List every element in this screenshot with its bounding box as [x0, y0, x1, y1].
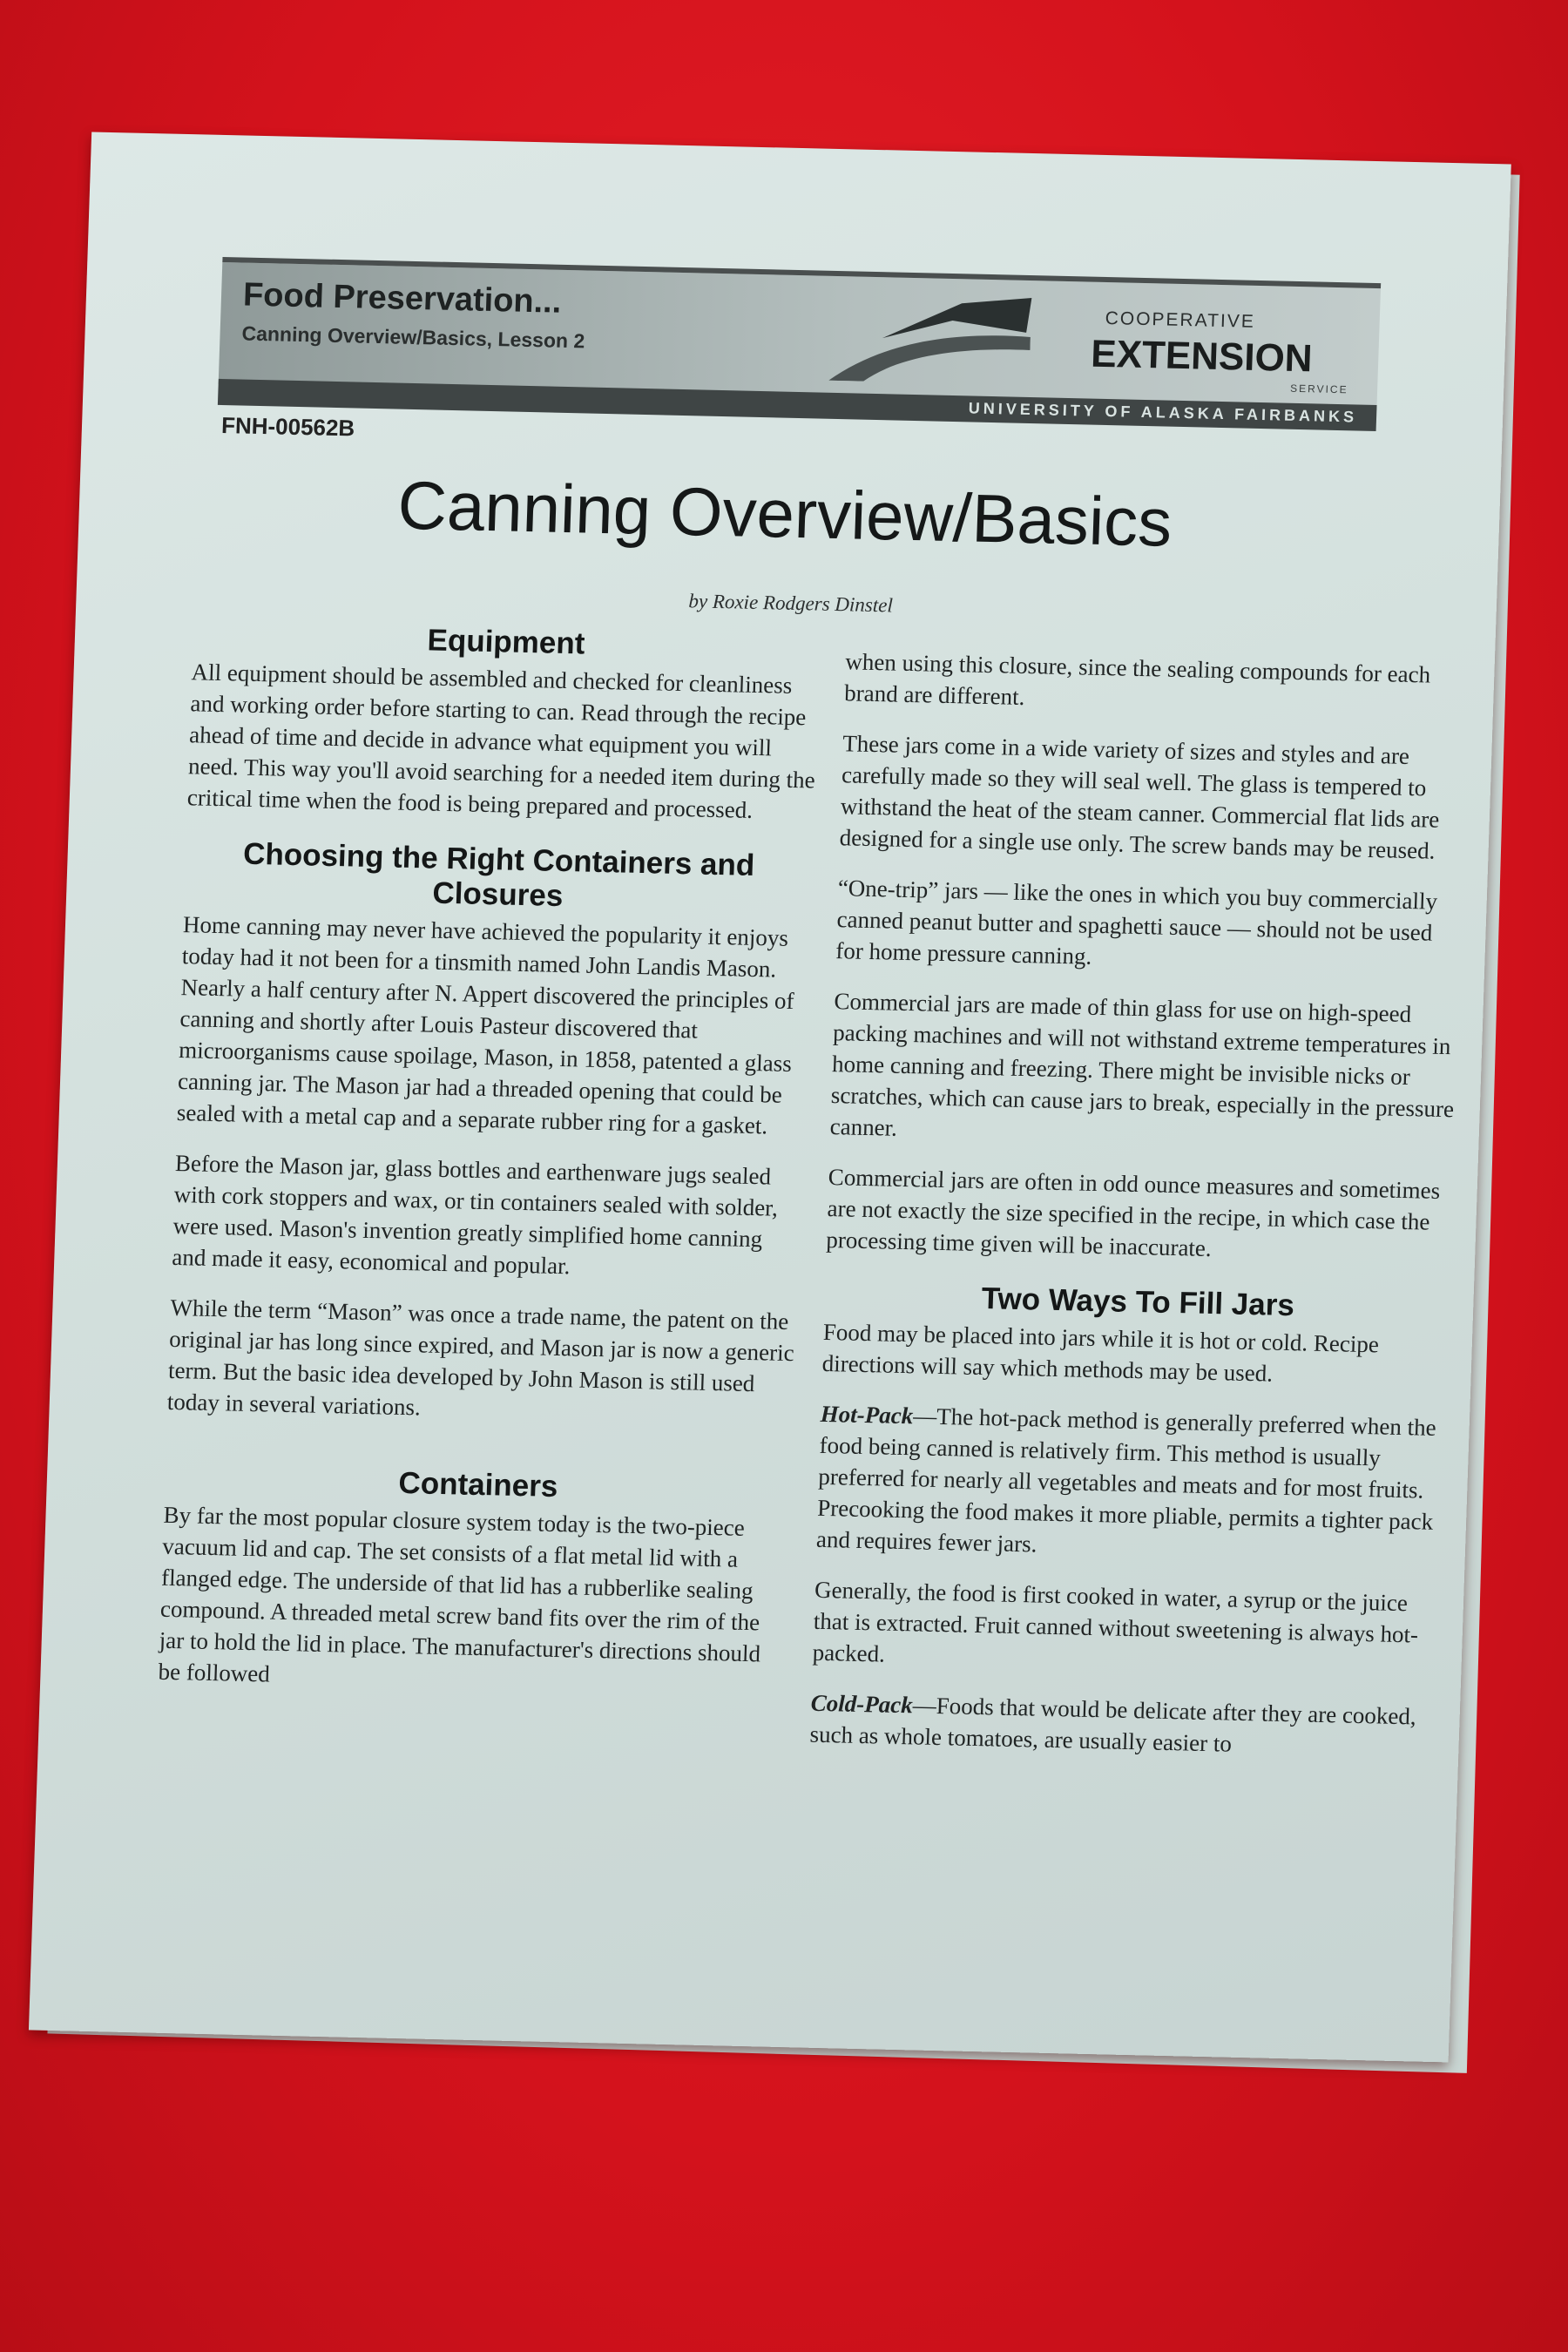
logo-cooperative: COOPERATIVE [1105, 308, 1256, 332]
containers-paragraph-1: By far the most popular closure system today is the two-piece vacuum lid and cap. The set consists of a flat metal lid with a flanged edge. The underside of that lid has a rubberlike sealing compound. A threaded metal screw band fits over the rim of the jar to hold the lid in place. The manufacturer's directions should be followed [158, 1501, 761, 1687]
hot-pack-paragraph [815, 1398, 1448, 1569]
series-title: Food Preservation... [242, 276, 563, 321]
jars-variety-paragraph: These jars come in a wide variety of sizes and styles and are carefully made so they will seal well. The glass is tempered to withstand the heat of the steam canner. Commercial flat lids are designed for a single use only. The screw bands may be reused. [839, 730, 1440, 864]
university-name: UNIVERSITY OF ALASKA FAIRBANKS [968, 399, 1358, 426]
heading-containers: Containers [397, 1465, 558, 1504]
heading-fill-jars: Two Ways To Fill Jars [981, 1281, 1295, 1323]
choosing-paragraph-2: Before the Mason jar, glass bottles and earthenware jugs sealed with cork stoppers and wax, or tin containers sealed with solder, were used. Mason's invention greatly simplified home canning and made it easy, economical and popular. [171, 1149, 779, 1280]
heading-choosing: Choosing the Right Containers and Closures [242, 836, 755, 914]
closure-paragraph: when using this closure, since the sealing compounds for each brand are different. [843, 648, 1431, 710]
document-code: FNH-00562B [220, 411, 355, 442]
ounce-measures-paragraph: Commercial jars are often in odd ounce measures and sometimes are not exactly the size specified in the recipe, in which case the processing time given will be inaccurate. [825, 1164, 1441, 1261]
document-page [29, 132, 1511, 2063]
logo-service: SERVICE [1289, 382, 1348, 396]
cold-pack-label: Cold-Pack [810, 1689, 914, 1719]
cold-pack-text: —Foods that would be delicate after they are cooked, such as whole tomatoes, are usually easier to [809, 1692, 1417, 1757]
hot-pack-label: Hot-Pack [820, 1400, 914, 1429]
page-title: Canning Overview/Basics [396, 466, 1173, 561]
fill-paragraph-1: Food may be placed into jars while it is hot or cold. Recipe directions will say which methods may be used. [821, 1318, 1380, 1387]
left-column [157, 618, 820, 1720]
hot-pack-text: —The hot-pack method is generally preferred when the food being canned is relatively firm. This method is usually preferred for nearly all vegetables and meats and for most fruits. Precooking the food makes it more pliable, permits a tighter pack and requires fewer jars. [815, 1402, 1437, 1558]
heading-equipment: Equipment [426, 623, 586, 661]
byline: by Roxie Rodgers Dinstel [688, 590, 894, 617]
fill-paragraph-3: Generally, the food is first cooked in water, a syrup or the juice that is extracted. Fruit canned without sweetening is always hot-packed. [812, 1576, 1419, 1667]
right-column [808, 645, 1473, 1783]
extension-logo-icon [828, 294, 1031, 385]
commercial-jars-paragraph: Commercial jars are made of thin glass for use on high-speed packing machines and will not withstand extreme temperatures in home canning and freezing. There might be invisible nicks or scratches, which can cause jars to break, especially in the pressure canner. [829, 988, 1455, 1141]
choosing-paragraph-3: While the term “Mason” was once a trade name, the patent on the original jar has long since expired, and Mason jar is now a generic term. But the basic idea developed by John Mason is still used today in several variations. [166, 1294, 795, 1421]
one-trip-paragraph: “One-trip” jars — like the ones in which you buy commercially canned peanut butter and spaghetti sauce — should not be used for home pressure canning. [835, 875, 1438, 970]
logo-extension: EXTENSION [1090, 332, 1314, 381]
equipment-paragraph: All equipment should be assembled and checked for cleanliness and working order before starting to can. Read through the recipe ahead of time and decide in advance what equipment you will need. This way you'll avoid searching for a needed item during the critical time when the food is being prepared and processed. [186, 659, 816, 823]
choosing-paragraph-1: Home canning may never have achieved the popularity it enjoys today had it not been for a tinsmith named John Landis Mason. Nearly a half century after N. Appert discovered the principles of canning and shortly after Louis Pasteur discovered that microorganisms cause spoilage, Mason, in 1858, patented a glass canning jar. The Mason jar had a threaded opening that could be sealed with a metal cap and a separate rubber ring for a gasket. [176, 911, 794, 1139]
cold-pack-paragraph [809, 1687, 1438, 1764]
lesson-subtitle: Canning Overview/Basics, Lesson 2 [241, 321, 585, 353]
